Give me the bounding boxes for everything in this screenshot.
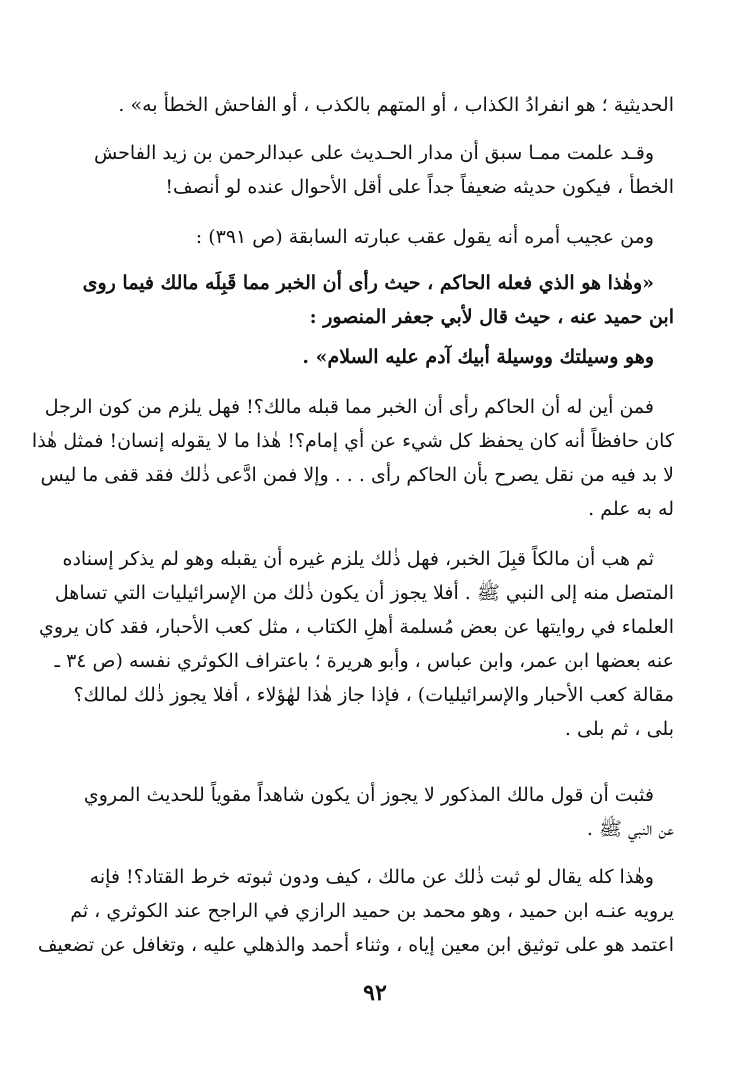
- text-line: ابن حميد عنه ، حيث قال لأبي جعفر المنصور :: [309, 306, 674, 328]
- text-line: كان حافظاً أنه كان يحفظ كل شيء عن أي إمام؟! هٰذا ما لا يقوله إنسان! فمثل هٰذا: [31, 430, 674, 452]
- text-line: اعتمد هو على توثيق ابن معين إياه ، وثناء أحمد والذهلي عليه ، وتغافل عن تضعيف: [37, 934, 674, 956]
- page-number: ٩٢: [363, 980, 387, 1006]
- text-line: الحديثية ؛ هو انفرادُ الكذاب ، أو المتهم بالكذب ، أو الفاحش الخطأ به» .: [118, 94, 674, 116]
- text-line: عن النبي ﷺ .: [586, 818, 674, 840]
- text-line: فثبت أن قول مالك المذكور لا يجوز أن يكون شاهداً مقوياً للحديث المروي: [83, 784, 654, 806]
- text-line: يرويه عنـه ابن حميد ، وهو محمد بن حميد الرازي في الراجح عند الكوثري ، ثم: [70, 900, 674, 922]
- text-line: وهٰذا كله يقال لو ثبت ذٰلك عن مالك ، كيف ودون ثبوته خرط القتاد؟! فإنه: [89, 866, 654, 888]
- paragraph-5: [39, 542, 674, 746]
- text-line: المتصل منه إلى النبي ﷺ . أفلا يجوز أن يكون ذٰلك من الإسرائيليات التي تساهل: [54, 582, 674, 604]
- text-line: وقـد علمت ممـا سبق أن مدار الحـديث على عبدالرحمن بن زيد الفاحش: [93, 142, 654, 164]
- paragraph-3: [76, 220, 674, 254]
- quote-paragraph-end: [76, 340, 674, 374]
- text-line: له به علم .: [588, 498, 674, 520]
- text-line: العلماء في روايتها عن بعض مُسلمة أهلِ الكتاب ، مثل كعب الأحبار، فقد كان يروي: [39, 616, 674, 638]
- text-line: بلى ، ثم بلى .: [564, 718, 674, 740]
- text-line: وهو وسيلتك ووسيلة أبيك آدم عليه السلام» .: [302, 346, 654, 368]
- paragraph-4: [31, 390, 674, 526]
- paragraph-2: [76, 136, 674, 204]
- text-line: ومن عجيب أمره أنه يقول عقب عبارته السابقة (ص ٣٩١) :: [195, 226, 654, 248]
- paragraph-7: [37, 860, 674, 962]
- text-line: لا بد فيه من نقل يصرح بأن الحاكم رأى . . . وإلا فمن ادَّعى ذٰلك فقد قفى ما ليس: [40, 464, 674, 486]
- paragraph-6: [76, 778, 674, 846]
- text-line: فمن أين له أن الحاكم رأى أن الخبر مما قبله مالك؟! فهل يلزم من كون الرجل: [44, 396, 654, 418]
- text-line: «وهٰذا هو الذي فعله الحاكم ، حيث رأى أن الخبر مما قَبِلَه مالك فيما روى: [82, 272, 654, 294]
- paragraph-1: [76, 88, 674, 122]
- quote-paragraph: [76, 266, 674, 334]
- text-line: الخطأ ، فيكون حديثه ضعيفاً جداً على أقل الأحوال عنده لو أنصف!: [165, 176, 674, 198]
- text-line: ثم هب أن مالكاً قبِلَ الخبر، فهل ذٰلك يلزم غيره أن يقبله وهو لم يذكر إسناده: [62, 548, 654, 570]
- text-line: مقالة كعب الأحبار والإسرائيليات) ، فإذا جاز هٰذا لهٰؤلاء ، أفلا يجوز ذٰلك لمالك؟: [73, 684, 674, 706]
- text-line: عنه بعضها ابن عمر، وابن عباس ، وأبو هريرة ؛ باعتراف الكوثري نفسه (ص ٣٤ ـ: [54, 650, 674, 672]
